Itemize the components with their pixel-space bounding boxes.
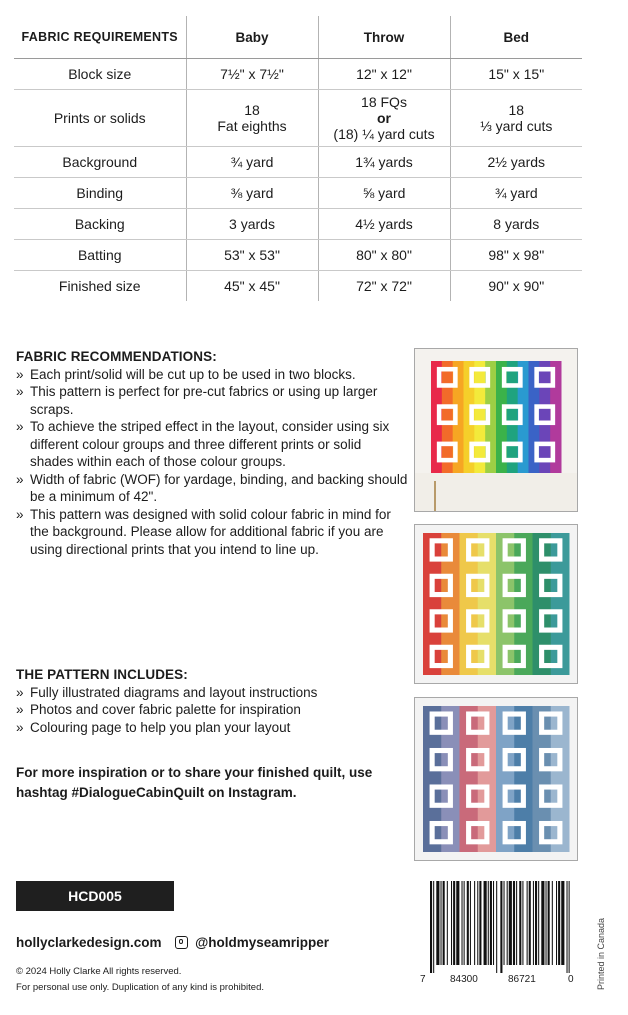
- table-cell: [186, 240, 318, 271]
- fabric-recommendations: [16, 348, 408, 558]
- barcode-bar: [496, 881, 497, 973]
- list-item: » This pattern was designed with solid colour fabric in mind for the background. Please allow for additional fabric if you are using directional prints that you intend to line up.: [16, 506, 408, 559]
- instagram-icon: [175, 936, 188, 949]
- cell-line: 18: [244, 102, 260, 118]
- barcode-bar: [548, 881, 550, 965]
- barcode-bar: [529, 881, 531, 965]
- barcode-bar: [451, 881, 452, 965]
- barcode-bar: [561, 881, 564, 965]
- cell-line: ⅓ yard cuts: [480, 118, 553, 134]
- table-row: [14, 178, 582, 209]
- table-cell: [450, 240, 582, 271]
- barcode-bar: [546, 881, 547, 965]
- table-cell: [186, 59, 318, 90]
- row-label: Finished size: [58, 278, 141, 294]
- barcode-bar: [433, 881, 434, 973]
- barcode-bars: [420, 881, 580, 973]
- table-row: [14, 90, 582, 147]
- barcode-bar: [464, 881, 465, 965]
- table-cell: [318, 209, 450, 240]
- barcode-bar: [513, 881, 515, 965]
- quilt-image-2: [415, 525, 577, 683]
- row-label: Backing: [14, 209, 186, 240]
- barcode-digit-first: 7: [420, 974, 426, 985]
- cell-line: or: [377, 110, 391, 126]
- cell-line: 18: [508, 102, 525, 118]
- table-cell: [318, 240, 450, 271]
- barcode-bar: [488, 881, 489, 965]
- table-cell: [186, 147, 318, 178]
- barcode-bar: [556, 881, 557, 965]
- barcode-bar: [522, 881, 523, 965]
- barcode-bar: [538, 881, 539, 965]
- cell-line: 8 yards: [493, 216, 540, 232]
- barcode-bar: [569, 881, 570, 973]
- list-item: » Photos and cover fabric palette for inspiration: [16, 701, 408, 719]
- table-cell: [318, 271, 450, 302]
- includes-list: [16, 684, 408, 737]
- table-cell: [318, 178, 450, 209]
- table-cell: [318, 90, 450, 147]
- barcode-bar: [436, 881, 439, 965]
- cell-line: ¾ yard: [494, 185, 538, 201]
- table-header-baby: Baby: [186, 16, 318, 59]
- cell-line: (18) ¼ yard cuts: [333, 126, 435, 142]
- barcode-bar: [462, 881, 463, 965]
- quilt-image-1: [415, 349, 577, 511]
- list-item: » Width of fabric (WOF) for yardage, binding, and backing should be a minimum of 42".: [16, 471, 408, 506]
- instagram-handle[interactable]: @holdmyseamripper: [195, 934, 330, 950]
- barcode-bar: [541, 881, 544, 965]
- cell-line: 45" x 45": [224, 278, 280, 294]
- quilt-photo-rainbow: [414, 348, 578, 512]
- row-label: Block size: [14, 59, 186, 90]
- barcode-bar: [507, 881, 508, 965]
- cell-line: Fat eighths: [217, 118, 287, 134]
- cell-line: 15" x 15": [488, 66, 545, 82]
- quilt-stripe: [442, 361, 453, 473]
- table-row: [14, 209, 582, 240]
- table-cell: [186, 271, 318, 302]
- barcode-bar: [504, 881, 505, 965]
- table-header-throw: Throw: [318, 16, 450, 59]
- barcode-bar: [567, 881, 568, 973]
- inspiration-text: For more inspiration or to share your finished quilt, use hashtag #DialogueCabinQuilt on Instagram.: [16, 765, 373, 800]
- table-header-label: FABRIC REQUIREMENTS: [14, 16, 186, 59]
- legal-text: [16, 964, 264, 996]
- cell-line: 80" x 80": [356, 247, 412, 263]
- list-item: » Colouring page to help you plan your layout: [16, 719, 408, 737]
- list-item: » Fully illustrated diagrams and layout instructions: [16, 684, 408, 702]
- table-cell: [186, 209, 318, 240]
- cell-line: 98" x 98": [488, 247, 545, 263]
- barcode-bar: [535, 881, 537, 965]
- pattern-includes: [16, 666, 408, 736]
- table-cell: [450, 209, 582, 240]
- barcode-bar: [467, 881, 469, 965]
- table-cell: [450, 178, 582, 209]
- table-cell: [186, 178, 318, 209]
- barcode-bar: [516, 881, 517, 965]
- barcode-bar: [453, 881, 455, 965]
- list-item: » This pattern is perfect for pre-cut fabrics or using up larger scraps.: [16, 383, 408, 418]
- website-link[interactable]: hollyclarkedesign.com: [16, 934, 162, 950]
- recommendations-title: FABRIC RECOMMENDATIONS:: [16, 349, 217, 364]
- cell-line: ¾ yard: [230, 154, 274, 170]
- cell-line: ⅝ yard: [362, 185, 406, 201]
- includes-title: THE PATTERN INCLUDES:: [16, 667, 188, 682]
- barcode-bar: [443, 881, 445, 965]
- table-cell: [450, 271, 582, 302]
- quilt-stripe: [539, 361, 550, 473]
- row-label: Prints or solids: [14, 90, 186, 147]
- quilt-stripe: [474, 361, 485, 473]
- quilt-photo-prints: [414, 524, 578, 684]
- barcode-bar: [430, 881, 432, 973]
- table-cell: [450, 90, 582, 147]
- cell-line: 18 FQs: [361, 94, 407, 110]
- barcode-bar: [484, 881, 487, 965]
- list-item: » To achieve the striped effect in the layout, consider using six different colour groups and three different prints or solid shades within each of those colour groups.: [16, 418, 408, 471]
- barcode-bar: [519, 881, 521, 965]
- fabric-requirements-table: [14, 16, 582, 301]
- table-cell: [186, 90, 318, 147]
- barcode-digit-right: 86721: [508, 974, 536, 985]
- barcode-bar: [552, 881, 553, 965]
- table-row: [14, 271, 582, 302]
- cell-line: 53" x 53": [224, 247, 280, 263]
- barcode-bar: [474, 881, 475, 965]
- barcode-bar: [533, 881, 534, 965]
- quilt-image-3: [415, 698, 577, 860]
- barcode-bar: [479, 881, 481, 965]
- contact-line: [16, 934, 329, 950]
- row-label: Background: [14, 147, 186, 178]
- disclaimer-text: For personal use only. Duplication of any kind is prohibited.: [16, 982, 265, 993]
- barcode-bar: [527, 881, 528, 965]
- pattern-code-label: HCD005: [16, 881, 174, 911]
- copyright-text: © 2024 Holly Clarke All rights reserved.: [16, 966, 182, 977]
- list-item: » Each print/solid will be cut up to be used in two blocks.: [16, 366, 408, 384]
- barcode-bar: [558, 881, 560, 965]
- barcode-digit-last: 0: [568, 974, 574, 985]
- table-row: [14, 147, 582, 178]
- barcode-bar: [456, 881, 459, 965]
- barcode-bar: [447, 881, 448, 965]
- barcode-digit-left: 84300: [450, 974, 478, 985]
- barcode-bar: [500, 881, 502, 973]
- cell-line: 1¾ yards: [355, 154, 413, 170]
- cell-line: 72" x 72": [356, 278, 412, 294]
- printed-in-text: Printed in Canada: [596, 917, 606, 990]
- barcode-bar: [490, 881, 492, 965]
- cell-line: ⅜ yard: [230, 185, 274, 201]
- table-row: [14, 59, 582, 90]
- barcode: [420, 881, 580, 989]
- table-cell: [318, 59, 450, 90]
- photo-floor: [415, 473, 577, 511]
- cell-line: 12" x 12": [356, 66, 412, 82]
- table-cell: [450, 59, 582, 90]
- cell-line: 90" x 90": [488, 278, 545, 294]
- cell-line: 2½ yards: [487, 154, 546, 170]
- barcode-bar: [470, 881, 471, 965]
- barcode-bar: [441, 881, 442, 965]
- barcode-bar: [477, 881, 478, 965]
- barcode-bar: [509, 881, 512, 965]
- cell-line: 7½" x 7½": [220, 66, 284, 82]
- barcode-bar: [493, 881, 494, 965]
- row-label: Batting: [14, 240, 186, 271]
- table-header-bed: Bed: [450, 16, 582, 59]
- row-label: Binding: [14, 178, 186, 209]
- table-row: [14, 240, 582, 271]
- quilt-photo-blue: [414, 697, 578, 861]
- quilt-stripe: [507, 361, 518, 473]
- table-cell: [450, 147, 582, 178]
- cell-line: 4½ yards: [355, 216, 413, 232]
- table-cell: [318, 147, 450, 178]
- recommendations-list: [16, 366, 408, 559]
- cell-line: 3 yards: [229, 216, 275, 232]
